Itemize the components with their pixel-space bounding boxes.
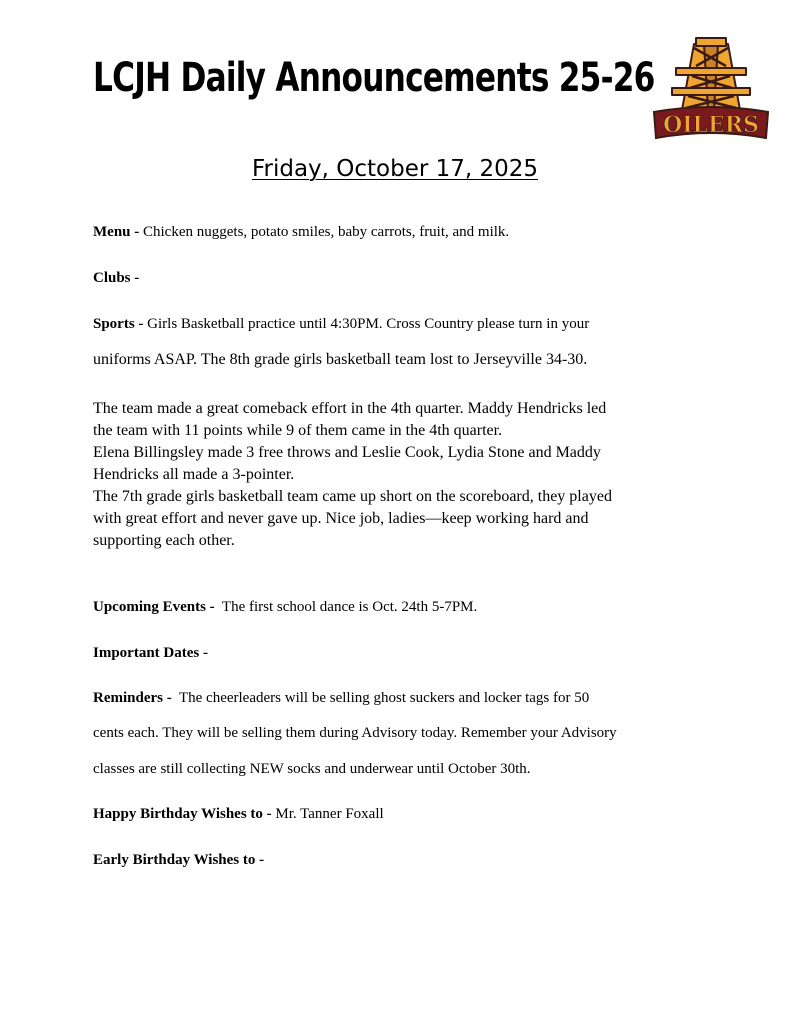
page-title: LCJH Daily Announcements 25-26 (93, 55, 655, 101)
reminders-line-3: classes are still collecting NEW socks and underwear until October 30th. (93, 761, 531, 777)
upcoming-events-section (93, 597, 703, 617)
sports-detail-line: the team with 11 points while 9 of them came in the 4th quarter. (93, 422, 503, 439)
menu-section (93, 222, 703, 242)
announcement-date (0, 152, 790, 186)
reminders-label: Reminders - (93, 690, 172, 706)
upcoming-events-label: Upcoming Events - (93, 599, 215, 615)
important-dates-section (93, 643, 703, 663)
reminders-line-1: The cheerleaders will be selling ghost suckers and locker tags for 50 (171, 690, 590, 706)
birthday-label: Happy Birthday Wishes to - (93, 806, 272, 822)
important-dates-label: Important Dates - (93, 645, 208, 661)
clubs-section (93, 268, 703, 288)
sports-line-2-row (93, 350, 703, 370)
menu-label: Menu - (93, 224, 140, 240)
birthday-section (93, 804, 703, 824)
sports-line-2: uniforms ASAP. The 8th grade girls basketball team lost to Jerseyville 34-30. (93, 351, 588, 368)
reminders-line-2: cents each. They will be selling them during Advisory today. Remember your Advisory (93, 725, 617, 741)
reminders-line-3-row (93, 759, 703, 779)
oilers-logo (650, 36, 772, 142)
menu-text: Chicken nuggets, potato smiles, baby carrots, fruit, and milk. (139, 224, 510, 240)
sports-details (93, 398, 708, 552)
clubs-label: Clubs - (93, 270, 140, 286)
sports-detail-line: supporting each other. (93, 532, 235, 549)
reminders-line-2-row (93, 723, 703, 743)
logo-text: OILERS (663, 112, 759, 138)
birthday-text: Mr. Tanner Foxall (271, 806, 384, 822)
early-birthday-label: Early Birthday Wishes to - (93, 852, 265, 868)
sports-label: Sports - (93, 316, 144, 332)
date-text: Friday, October 17, 2025 (251, 156, 539, 182)
sports-detail-line: The team made a great comeback effort in the 4th quarter. Maddy Hendricks led (93, 400, 607, 417)
sports-line-1: Girls Basketball practice until 4:30PM. Cross Country please turn in your (143, 316, 590, 332)
sports-detail-line: Hendricks all made a 3-pointer. (93, 466, 295, 483)
sports-detail-line: The 7th grade girls basketball team came up short on the scoreboard, they played (93, 488, 612, 505)
sports-detail-line: Elena Billingsley made 3 free throws and Leslie Cook, Lydia Stone and Maddy (93, 444, 601, 461)
reminders-section (93, 688, 703, 708)
sports-detail-line: with great effort and never gave up. Nice job, ladies—keep working hard and (93, 510, 589, 527)
sports-section (93, 314, 703, 334)
upcoming-events-text: The first school dance is Oct. 24th 5-7PM. (214, 599, 478, 615)
early-birthday-section (93, 850, 703, 870)
